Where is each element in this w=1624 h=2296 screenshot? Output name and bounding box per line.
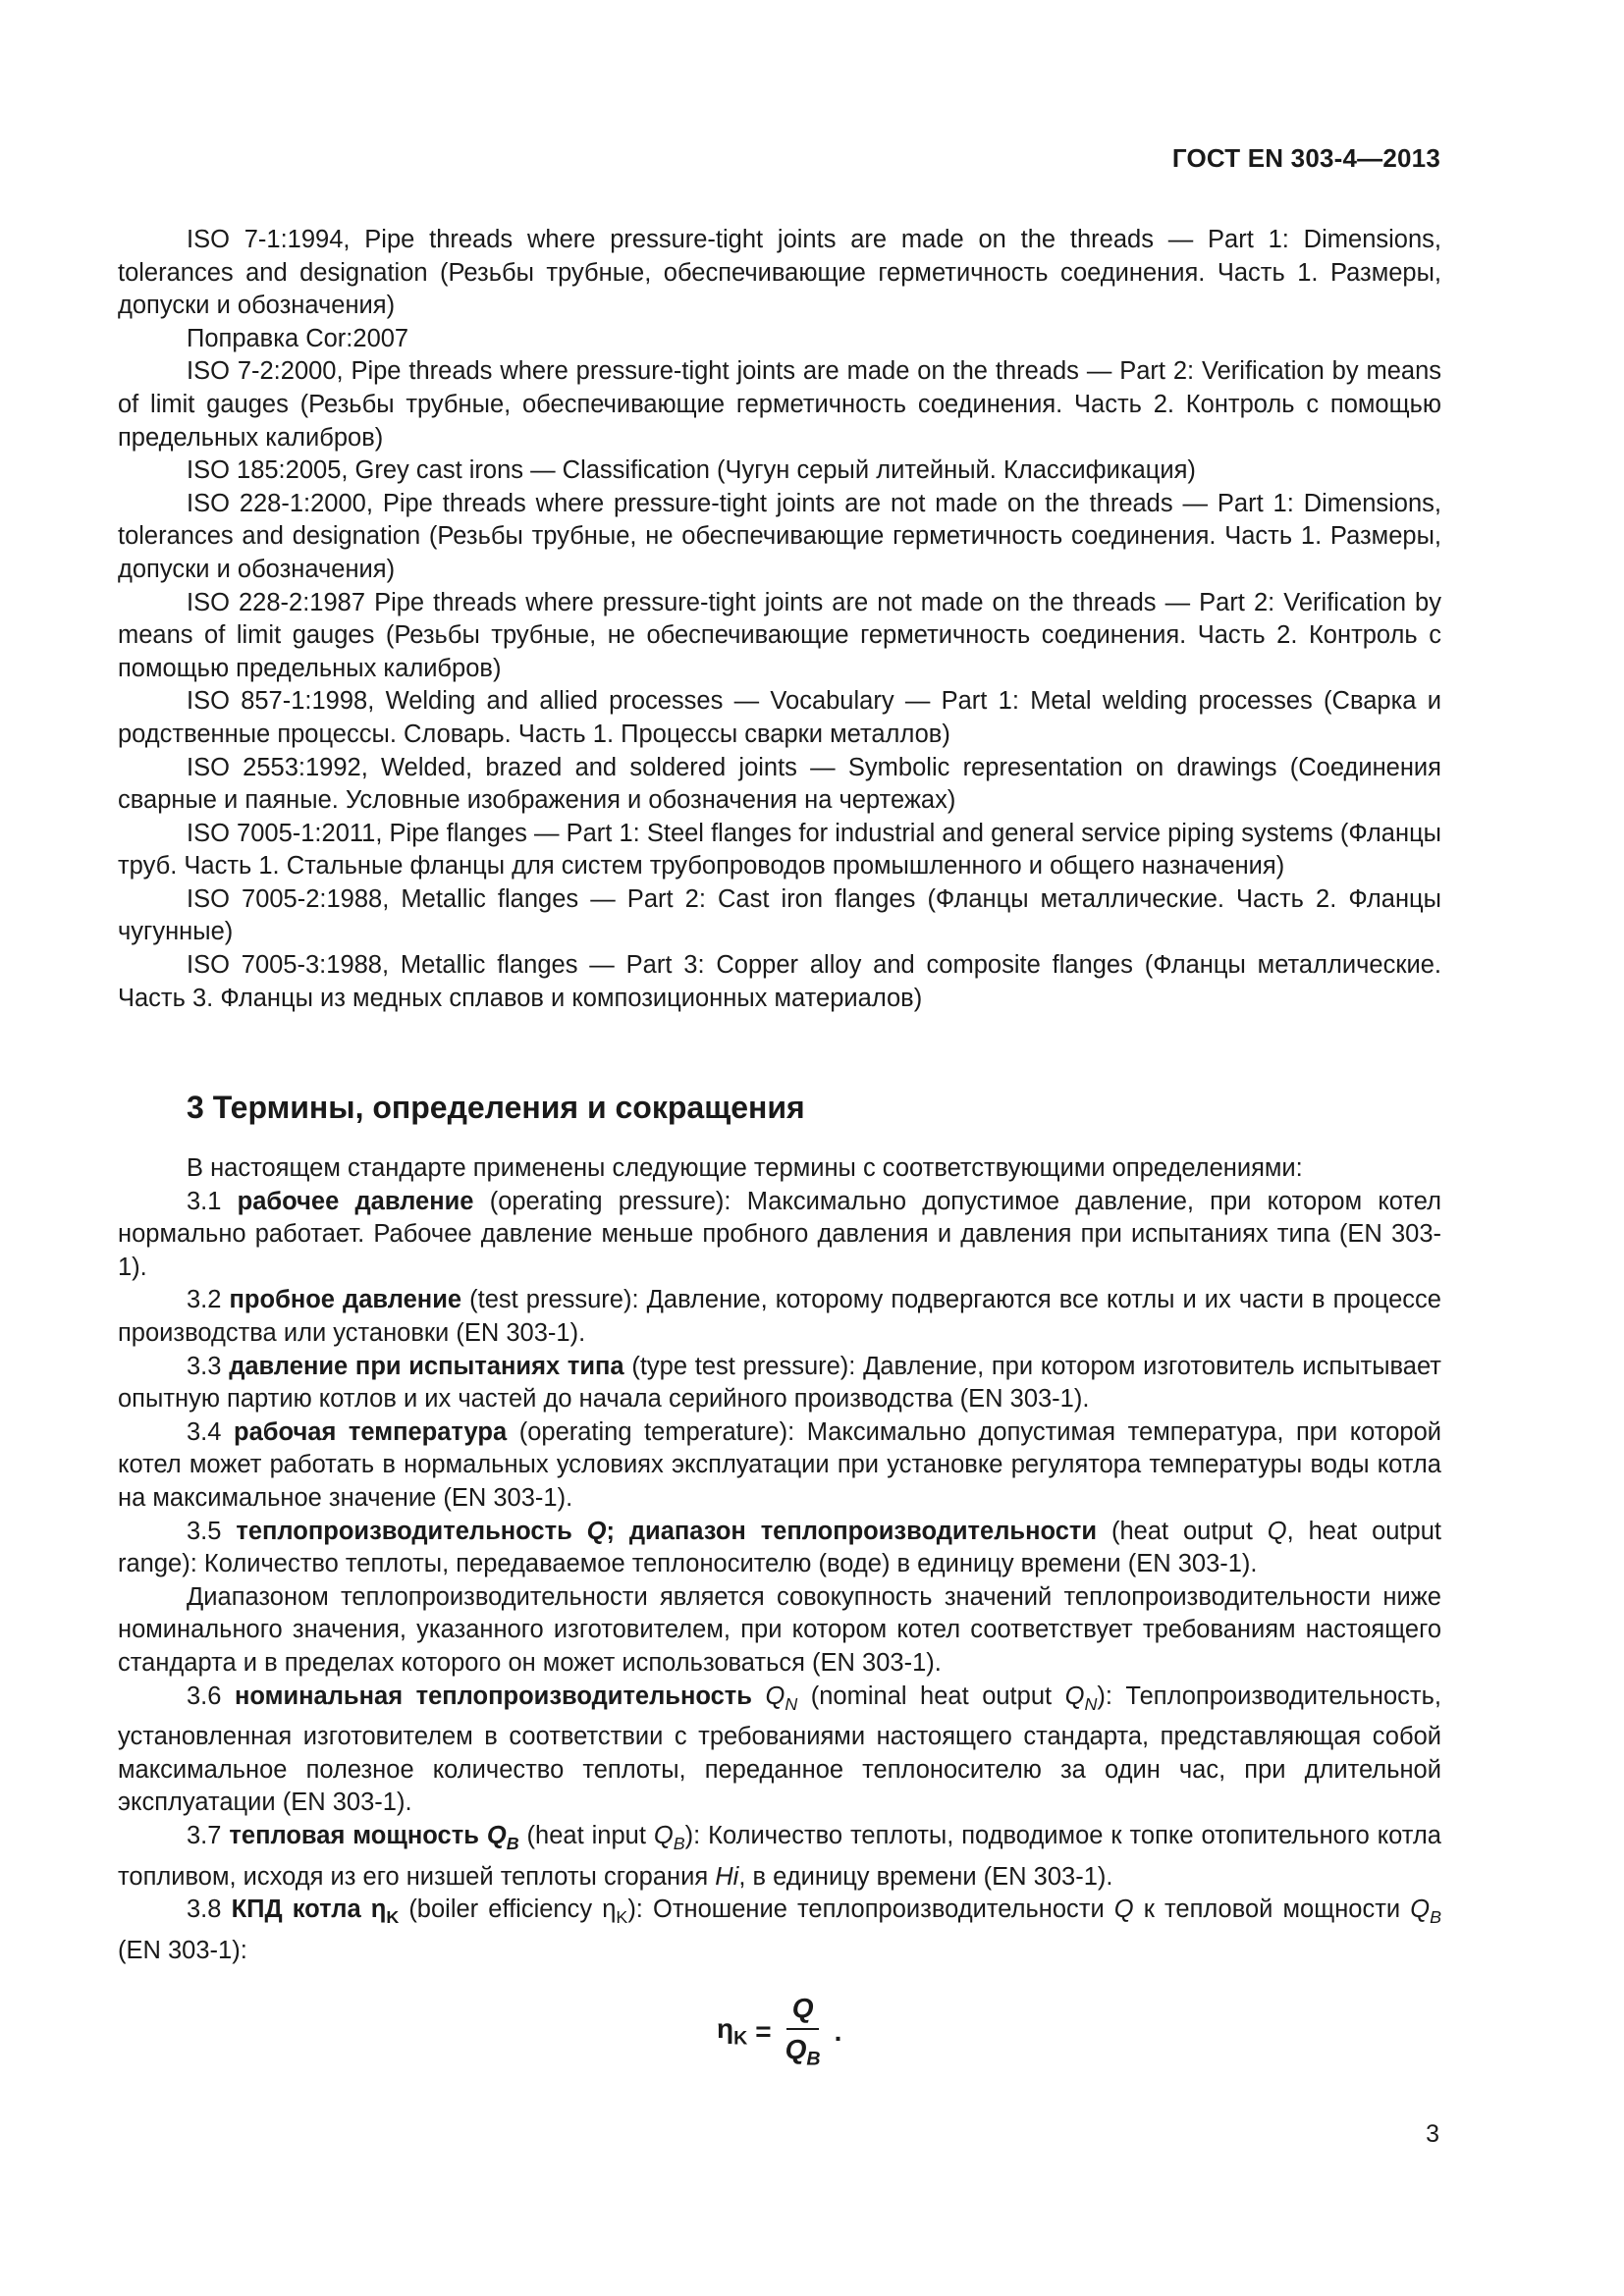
formula-equals: = xyxy=(755,2015,772,2047)
term-3-4: 3.4 рабочая температура (operating temperature): Максимально допустимая температура, при которой котел может работать в нормальных условиях эксплуатации при установке регулятора температуры воды котла на максимальное значение (EN 303-1). xyxy=(118,1417,1441,1512)
formula-period: . xyxy=(834,2015,842,2047)
term-3-2: 3.2 пробное давление (test pressure): Давление, которому подвергаются все котлы и их части в процессе производства или установки (EN 303-1). xyxy=(118,1286,1441,1347)
formula-lhs: $\eta_K$ xyxy=(717,2013,748,2050)
reference-item: ISO 7005-2:1988, Metallic flanges — Part 2: Cast iron flanges (Фланцы металлические. Часть 2. Фланцы чугунные) xyxy=(118,884,1441,946)
reference-item: ISO 7005-1:2011, Pipe flanges — Part 1: Steel flanges for industrial and general service piping systems (Фланцы труб. Часть 1. Стальные фланцы для систем трубопроводов промышленного и общего назначения) xyxy=(118,819,1441,881)
standard-header: ГОСТ EN 303-4—2013 xyxy=(1171,143,1440,173)
term-3-1: 3.1 рабочее давление (operating pressure): Максимально допустимое давление, при котором котел нормально работает. Рабочее давление меньше пробного давления и давления при испытаниях типа (EN 303-1). xyxy=(118,1187,1442,1281)
reference-item: Поправка Cor:2007 xyxy=(187,324,409,352)
efficiency-formula xyxy=(717,1993,841,2071)
term-3-8: 3.8 КПД котла $\eta_K$ (boiler efficiency $\eta_K$): Отношение теплопроизводительности Q к тепловой мощности $Q_B$ (EN 303-1): xyxy=(118,1896,1442,1964)
terms-section xyxy=(118,1152,1441,1968)
terms-intro: В настоящем стандарте применены следующие термины с соответствующими определениями: xyxy=(187,1154,1303,1182)
reference-item: ISO 185:2005, Grey cast irons — Classification (Чугун серый литейный. Классификация) xyxy=(187,456,1196,485)
term-3-6: 3.6 номинальная теплопроизводительность $Q_N$ (nominal heat output $Q_N$): Теплопроизводительность, установленная изготовителем в соответствии с требованиями настоящего стандарта, представляющая собой максимальное полезное количество теплоты, переданное теплоносителю за один час, при длительной эксплуатации (EN 303-1). xyxy=(118,1682,1441,1817)
term-3-3: 3.3 давление при испытаниях типа (type test pressure): Давление, при котором изготовитель испытывает опытную партию котлов и их частей до начала серийного производства (EN 303-1). xyxy=(118,1352,1441,1414)
reference-item: ISO 7-2:2000, Pipe threads where pressure-tight joints are made on the threads — Part 2: Verification by means of limit gauges (Резьбы трубные, обеспечивающие герметичность соединения. Часть 2. Контроль с помощью предельных калибров) xyxy=(118,357,1441,452)
reference-item: ISO 857-1:1998, Welding and allied processes — Vocabulary — Part 1: Metal welding processes (Сварка и родственные процессы. Словарь. Часть 1. Процессы сварки металлов) xyxy=(118,687,1441,748)
reference-item: ISO 228-1:2000, Pipe threads where pressure-tight joints are not made on the threads — Part 1: Dimensions, tolerances and designation (Резьбы трубные, не обеспечивающие герметичность соединения. Часть 1. Размеры, допуски и обозначения) xyxy=(118,489,1441,583)
formula-denominator: $Q_B$ xyxy=(785,2034,821,2070)
reference-item: ISO 2553:1992, Welded, brazed and soldered joints — Symbolic representation on drawings (Соединения сварные и паяные. Условные изображения и обозначения на чертежах) xyxy=(118,753,1441,815)
page-number: 3 xyxy=(1426,2120,1439,2148)
term-3-7: 3.7 тепловая мощность $Q_B$ (heat input $Q_B$): Количество теплоты, подводимое к топке отопительного котла топливом, исходя из его низшей теплоты сгорания Hi, в единицу времени (EN 303-1). xyxy=(118,1821,1441,1891)
reference-item: ISO 7005-3:1988, Metallic flanges — Part 3: Copper alloy and composite flanges (Фланцы металлические. Часть 3. Фланцы из медных сплавов и композиционных материалов) xyxy=(118,951,1441,1012)
formula-numerator: Q xyxy=(786,1993,820,2030)
term-3-5: 3.5 теплопроизводительность Q; диапазон теплопроизводительности (heat output Q, heat output range): Количество теплоты, передаваемое теплоносителю (воде) в единицу времени (EN 303-1). xyxy=(118,1517,1441,1578)
reference-item: ISO 7-1:1994, Pipe threads where pressure-tight joints are made on the threads — Part 1: Dimensions, tolerances and designation (Резьбы трубные, обеспечивающие герметичность соединения. Часть 1. Размеры, допуски и обозначения) xyxy=(118,226,1441,320)
reference-item: ISO 228-2:1987 Pipe threads where pressure-tight joints are not made on the threads — Part 2: Verification by means of limit gauges (Резьбы трубные, не обеспечивающие герметичность соединения. Часть 2. Контроль с помощью предельных калибров) xyxy=(118,588,1441,682)
formula-fraction xyxy=(780,1993,827,2071)
section-title: 3 Термины, определения и сокращения xyxy=(187,1090,805,1125)
term-3-5-note: Диапазоном теплопроизводительности является совокупность значений теплопроизводительности ниже номинального значения, указанного изготовителем, при котором котел соответствует требованиям настоящего стандарта и в пределах которого он может использоваться (EN 303-1). xyxy=(118,1582,1441,1677)
normative-references xyxy=(118,224,1441,1015)
